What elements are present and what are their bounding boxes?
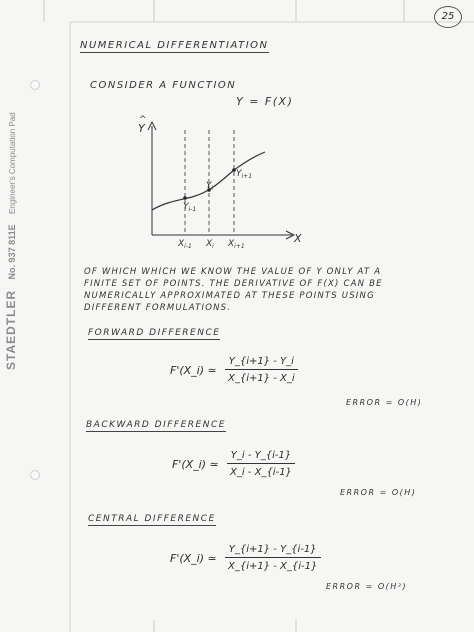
intro-text bbox=[90, 80, 236, 91]
function-graph bbox=[120, 110, 310, 250]
central-formula bbox=[170, 544, 321, 572]
binding-hole bbox=[30, 470, 40, 480]
y-axis-label: Y bbox=[138, 122, 145, 135]
forward-formula bbox=[170, 356, 298, 384]
label-yip1: $Y_{i+1}$ bbox=[236, 169, 253, 180]
forward-heading-text: FORWARD DIFFERENCE bbox=[88, 328, 221, 338]
forward-heading bbox=[88, 328, 220, 338]
page-number bbox=[434, 6, 462, 28]
central-fraction bbox=[225, 544, 321, 572]
tick-xip1: $X_{i+1}$ bbox=[228, 239, 245, 250]
backward-denominator: X_i - X_{i-1} bbox=[230, 467, 292, 478]
central-lhs: F'(X_i) ≃ bbox=[170, 551, 217, 565]
forward-denominator: X_{i+1} - X_i bbox=[228, 373, 295, 384]
backward-fraction bbox=[227, 450, 295, 478]
point-yim1 bbox=[183, 196, 187, 200]
x-axis-label: X bbox=[294, 232, 302, 245]
central-numerator: Y_{i+1} - Y_{i-1} bbox=[228, 544, 317, 555]
page-number-text: 25 bbox=[441, 11, 455, 22]
label-yi: $Y_i$ bbox=[206, 181, 214, 192]
backward-formula bbox=[172, 450, 295, 478]
description-paragraph: OF WHICH WHICH WE KNOW THE VALUE OF Y ONLY AT A FINITE SET OF POINTS. THE DERIVATIVE OF F(X) CAN BE NUMERICALLY APPROXIMATED AT THESE POINTS USING DIFFERENT FORMULATIONS. bbox=[84, 267, 383, 313]
backward-heading bbox=[86, 420, 226, 430]
central-denominator: X_{i+1} - X_{i-1} bbox=[228, 561, 318, 572]
forward-lhs: F'(X_i) ≃ bbox=[170, 363, 217, 377]
backward-error: ERROR = O(H) bbox=[340, 488, 417, 497]
forward-error: ERROR = O(H) bbox=[346, 398, 423, 407]
pad-brand-strip bbox=[2, 112, 20, 370]
intro-label: CONSIDER A FUNCTION bbox=[90, 80, 237, 91]
page-title bbox=[80, 40, 269, 51]
pad-subtitle: Engineer's Computation Pad bbox=[8, 112, 17, 214]
tick-xi: $X_i$ bbox=[206, 239, 214, 250]
function-label-text: Y = F(X) bbox=[236, 95, 294, 108]
binding-hole bbox=[30, 80, 40, 90]
backward-numerator: Y_i - Y_{i-1} bbox=[230, 450, 292, 461]
forward-numerator: Y_{i+1} - Y_i bbox=[228, 356, 294, 367]
label-yim1: $Y_{i-1}$ bbox=[183, 202, 197, 213]
tick-xim1: $X_{i-1}$ bbox=[178, 239, 192, 250]
central-heading-text: CENTRAL DIFFERENCE bbox=[88, 514, 216, 524]
staedtler-logo: STAEDTLER bbox=[4, 289, 18, 370]
central-error: ERROR = O(H²) bbox=[326, 582, 408, 591]
backward-lhs: F'(X_i) ≃ bbox=[172, 457, 219, 471]
pad-model: No. 937 811E bbox=[7, 224, 17, 280]
function-label bbox=[236, 95, 293, 108]
y-axis-hat: ^ bbox=[139, 115, 147, 125]
page-title-text: NUMERICAL DIFFERENTIATION bbox=[80, 40, 269, 51]
central-heading bbox=[88, 514, 216, 524]
forward-fraction bbox=[225, 356, 298, 384]
backward-heading-text: BACKWARD DIFFERENCE bbox=[86, 420, 226, 430]
